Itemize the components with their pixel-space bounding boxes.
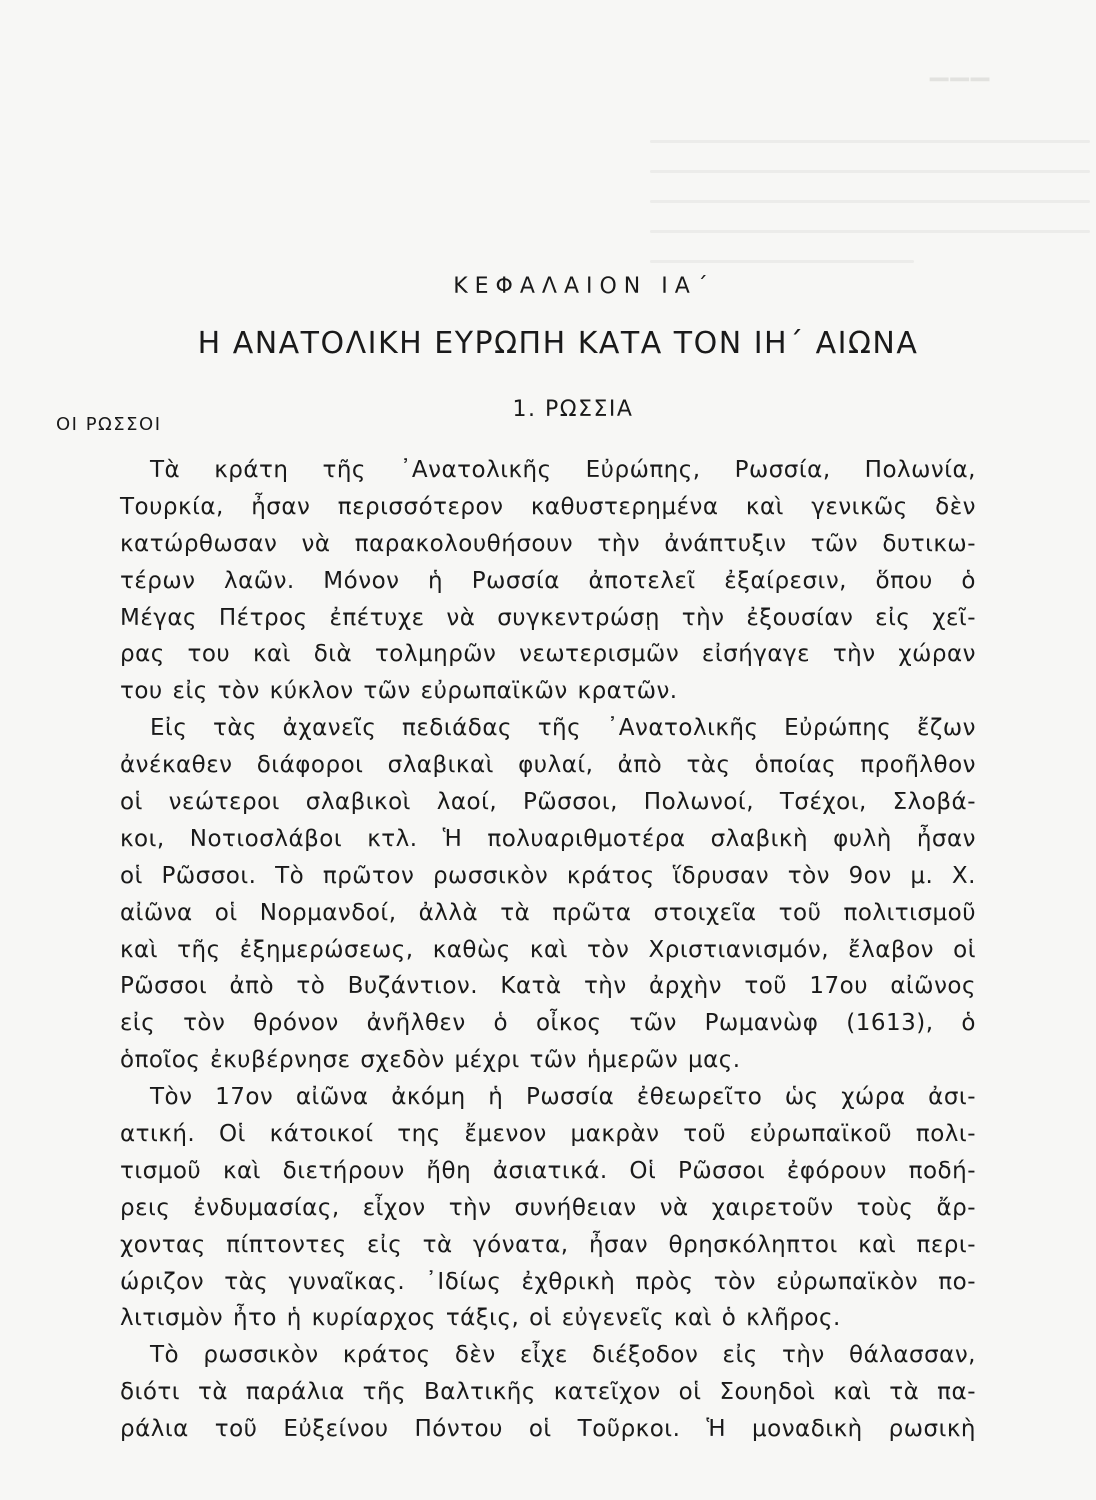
text-line: οἱ Ρῶσσοι. Τὸ πρῶτον ρωσσικὸν κράτος ἵδρυσαν τὸν 9ον μ. Χ.: [120, 862, 976, 889]
text-line: Μέγας Πέτρος ἐπέτυχε νὰ συγκεντρώσῃ τὴν ἐξουσίαν εἰς χεῖ-: [120, 604, 976, 631]
text-line: κατώρθωσαν νὰ παρακολουθήσουν τὴν ἀνάπτυξιν τῶν δυτικω-: [120, 530, 976, 557]
chapter-label: ΚΕΦΑΛΑΙΟΝ ΙΑ΄: [453, 274, 715, 299]
text-line: ἀνέκαθεν διάφοροι σλαβικαὶ φυλαί, ἀπὸ τὰς ὁποίας προῆλθον: [120, 752, 976, 779]
text-line: χοντας πίπτοντες εἰς τὰ γόνατα, ἦσαν θρησκόληπτοι καὶ περι-: [120, 1231, 976, 1258]
text-line: Εἰς τὰς ἀχανεῖς πεδιάδας τῆς ᾿Ανατολικῆς Εὐρώπης ἔζων: [150, 715, 976, 742]
text-line: Τουρκία, ἦσαν περισσότερον καθυστερημένα καὶ γενικῶς δὲν: [120, 493, 976, 520]
chapter-title: Η ΑΝΑΤΟΛΙΚΗ ΕΥΡΩΠΗ ΚΑΤΑ ΤΟΝ ΙΗ΄ ΑΙΩΝΑ: [197, 326, 919, 361]
text-line: ρεις ἐνδυμασίας, εἶχον τὴν συνήθειαν νὰ χαιρετοῦν τοὺς ἄρ-: [120, 1194, 976, 1221]
text-line: Τὰ κράτη τῆς ᾿Ανατολικῆς Εὐρώπης, Ρωσσία, Πολωνία,: [150, 457, 976, 483]
text-line: αἰῶνα οἱ Νορμανδοί, ἀλλὰ τὰ πρῶτα στοιχεῖα τοῦ πολιτισμοῦ: [120, 899, 976, 926]
text-line: ατική. Οἱ κάτοικοί της ἔμενον μακρὰν τοῦ εὐρωπαϊκοῦ πολι-: [120, 1121, 976, 1148]
text-line: ώριζον τὰς γυναῖκας. ᾿Ιδίως ἐχθρικὴ πρὸς τὸν εὐρωπαϊκὸν πο-: [120, 1268, 976, 1295]
text-line: Ρῶσσοι ἀπὸ τὸ Βυζάντιον. Κατὰ τὴν ἀρχὴν τοῦ 17ου αἰῶνος: [120, 973, 976, 1000]
section-heading: 1. ΡΩΣΣΙΑ: [512, 397, 634, 422]
text-line: Τὸν 17ον αἰῶνα ἀκόμη ἡ Ρωσσία ἐθεωρεῖτο ὡς χώρα ἀσι-: [150, 1084, 976, 1111]
text-line: τισμοῦ καὶ διετήρουν ἤθη ἀσιατικά. Οἱ Ρῶσσοι ἐφόρουν ποδή-: [120, 1157, 976, 1184]
text-line: λιτισμὸν ἦτο ἡ κυρίαρχος τάξις, οἱ εὐγενεῖς καὶ ὁ κλῆρος.: [120, 1305, 841, 1332]
text-line: κοι, Νοτιοσλάβοι κτλ. Ἡ πολυαριθμοτέρα σλαβικὴ φυλὴ ἦσαν: [120, 825, 976, 852]
bleed-through-marks: ▔▔▔: [930, 78, 992, 106]
margin-note: ΟΙ ΡΩΣΣΟΙ: [56, 414, 162, 435]
text-line: καὶ τῆς ἐξημερώσεως, καθὼς καὶ τὸν Χριστιανισμόν, ἔλαβον οἱ: [120, 936, 976, 963]
text-line: Τὸ ρωσσικὸν κράτος δὲν εἶχε διέξοδον εἰς τὴν θάλασσαν,: [150, 1342, 976, 1369]
text-line: ρας του καὶ διὰ τολμηρῶν νεωτερισμῶν εἰσήγαγε τὴν χώραν: [120, 641, 976, 668]
text-line: οἱ νεώτεροι σλαβικοὶ λαοί, Ρῶσσοι, Πολωνοί, Τσέχοι, Σλοβά-: [120, 789, 976, 816]
text-line: ράλια τοῦ Εὐξείνου Πόντου οἱ Τοῦρκοι. Ἡ μοναδικὴ ρωσικὴ: [120, 1416, 976, 1443]
text-line: τέρων λαῶν. Μόνον ἡ Ρωσσία ἀποτελεῖ ἐξαίρεσιν, ὅπου ὁ: [120, 567, 976, 594]
text-line: ὁποῖος ἐκυβέρνησε σχεδὸν μέχρι τῶν ἡμερῶν μας.: [120, 1047, 741, 1074]
text-line: διότι τὰ παράλια τῆς Βαλτικῆς κατεῖχον οἱ Σουηδοὶ καὶ τὰ πα-: [120, 1379, 976, 1406]
body-text: [120, 452, 976, 1448]
text-line: εἰς τὸν θρόνον ἀνῆλθεν ὁ οἶκος τῶν Ρωμανὼφ (1613), ὁ: [120, 1010, 976, 1037]
text-line: του εἰς τὸν κύκλον τῶν εὐρωπαϊκῶν κρατῶν.: [120, 678, 678, 705]
